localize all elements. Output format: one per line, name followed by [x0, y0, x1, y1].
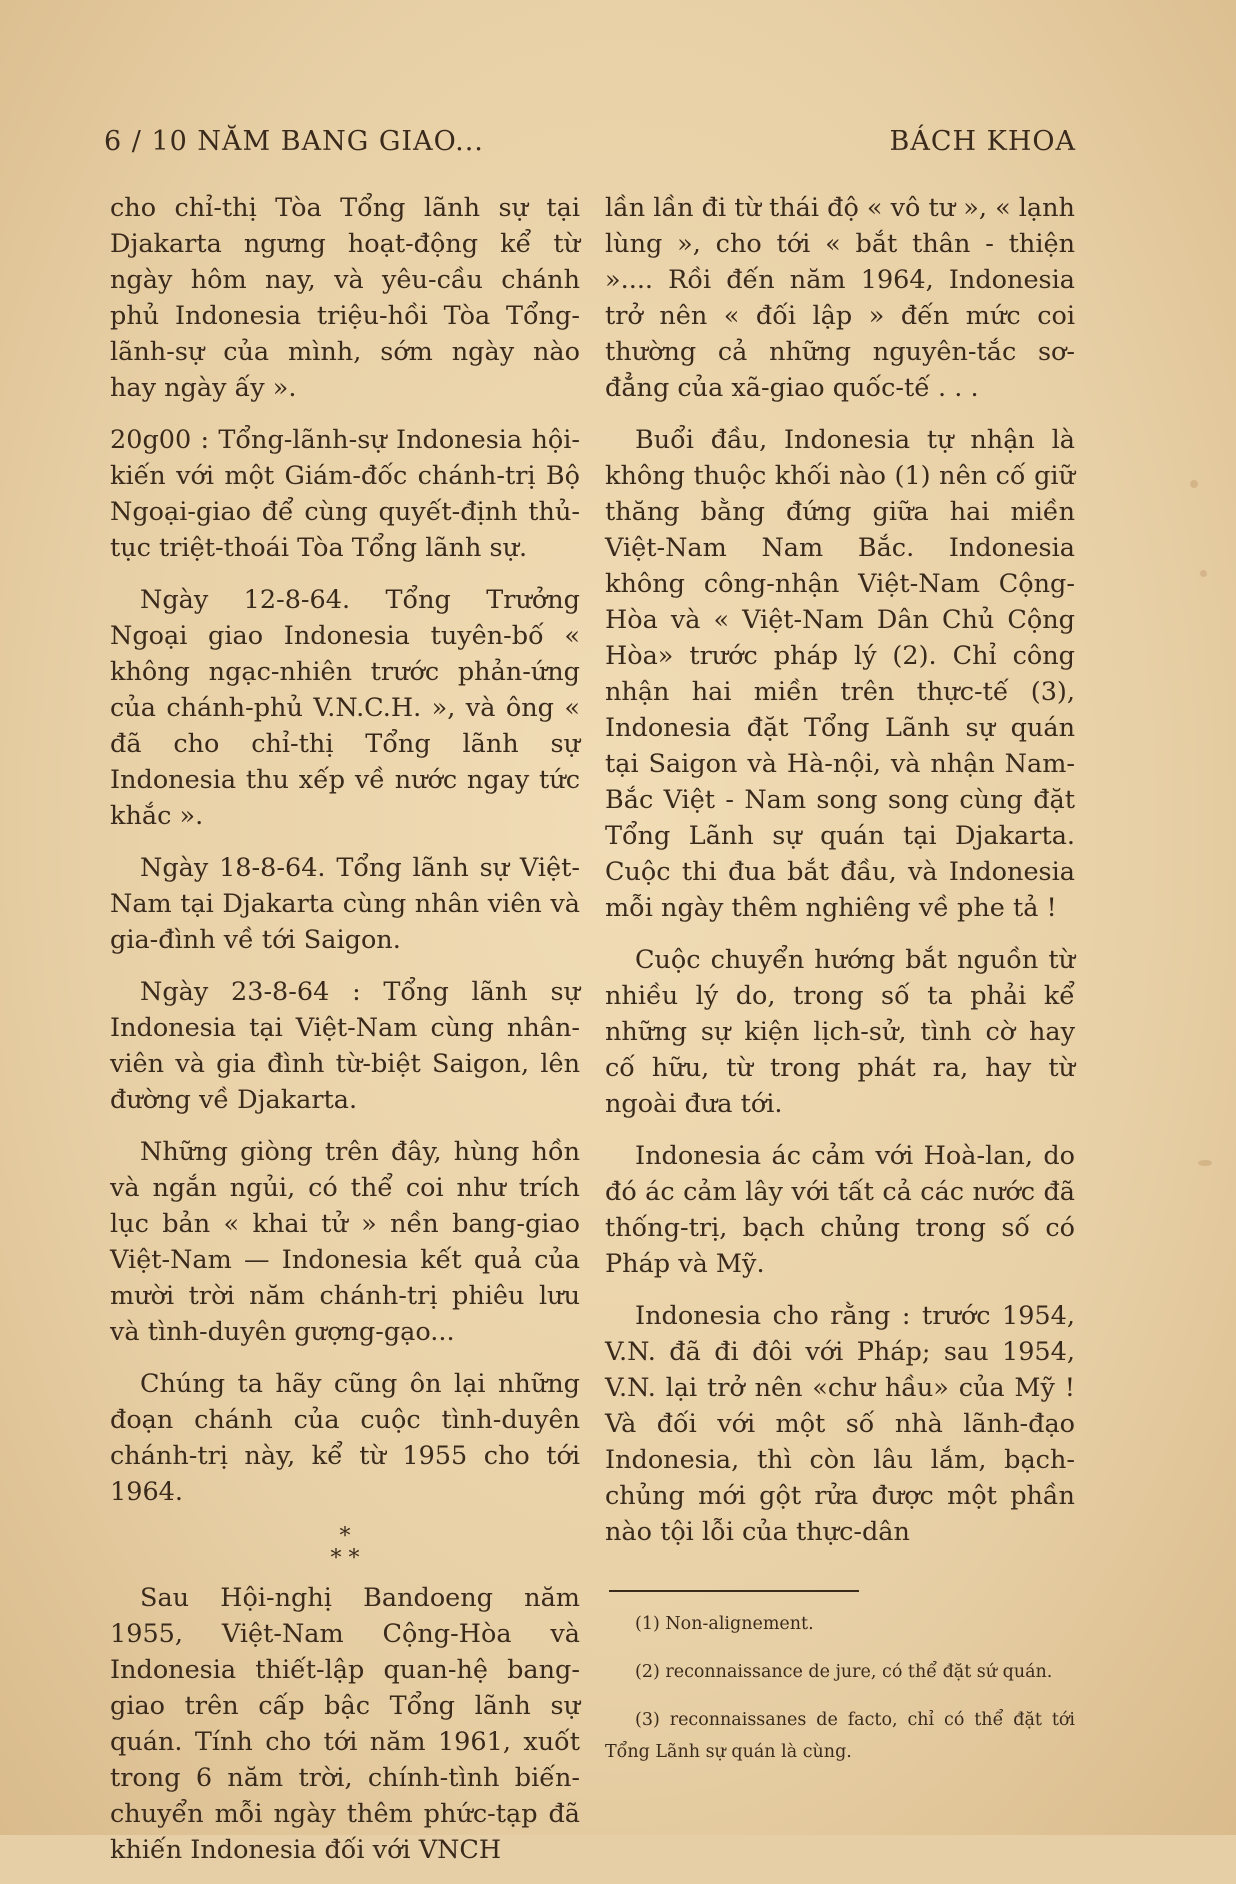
paragraph: Chúng ta hãy cũng ôn lại những đoạn chánh của cuộc tình-duyên chánh-trị này, kể từ 1955 cho tới 1964.	[110, 1369, 580, 1507]
footnote-divider	[609, 1590, 859, 1592]
paper-spot	[1190, 480, 1198, 488]
paragraph: Ngày 18-8-64. Tổng lãnh sự Việt-Nam tại Djakarta cùng nhân viên và gia-đình về tới Saigon.	[110, 853, 580, 955]
paragraph: Buổi đầu, Indonesia tự nhận là không thuộc khối nào (1) nên cố giữ thăng bằng đứng giữa hai miền Việt-Nam Nam Bắc. Indonesia không công-nhận Việt-Nam Cộng-Hòa và « Việt-Nam Dân Chủ Cộng Hòa» trước pháp lý (2). Chỉ công nhận hai miền trên thực-tế (3), Indonesia đặt Tổng Lãnh sự quán tại Saigon và Hà-nội, và nhận Nam-Bắc Việt - Nam song song cùng đặt Tổng Lãnh sự quán tại Djakarta. Cuộc thi đua bắt đầu, và Indonesia mỗi ngày thêm nghiêng về phe tả !	[605, 425, 1075, 923]
section-separator: * * *	[330, 1524, 360, 1571]
paragraph: lần lần đi từ thái độ « vô tư », « lạnh lùng », cho tới « bắt thân - thiện ».... Rồi đến năm 1964, Indonesia trở nên « đối lập » đến mức coi thường cả những nguyên-tắc sơ-đẳng của xã-giao quốc-tế . . .	[605, 193, 1075, 403]
header-magazine-name: BÁCH KHOA	[889, 126, 1076, 157]
paragraph: cho chỉ-thị Tòa Tổng lãnh sự tại Djakarta ngưng hoạt-động kể từ ngày hôm nay, và yêu-cầu chánh phủ Indonesia triệu-hồi Tòa Tổng-lãnh-sự của mình, sớm ngày nào hay ngày ấy ».	[110, 193, 580, 403]
running-header	[104, 126, 1076, 157]
paragraph: 20g00 : Tổng-lãnh-sự Indonesia hội-kiến với một Giám-đốc chánh-trị Bộ Ngoại-giao để cùng quyết-định thủ-tục triệt-thoái Tòa Tổng lãnh sự.	[110, 425, 580, 563]
header-page-title: 6 / 10 NĂM BANG GIAO...	[104, 126, 484, 157]
left-column	[110, 190, 580, 1884]
paragraph: Cuộc chuyển hướng bắt nguồn từ nhiều lý do, trong số ta phải kể những sự kiện lịch-sử, tình cờ hay cố hữu, từ trong phát ra, hay từ ngoài đưa tới.	[605, 945, 1075, 1119]
paper-spot	[1198, 1160, 1212, 1166]
paragraph: Ngày 12-8-64. Tổng Trưởng Ngoại giao Indonesia tuyên-bố « không ngạc-nhiên trước phản-ứng của chánh-phủ V.N.C.H. », và ông « đã cho chỉ-thị Tổng lãnh sự Indonesia thu xếp về nước ngay tức khắc ».	[110, 585, 580, 831]
footnote: (2) reconnaissance de jure, có thể đặt sứ quán.	[635, 1662, 1053, 1682]
paragraph: Ngày 23-8-64 : Tổng lãnh sự Indonesia tại Việt-Nam cùng nhân-viên và gia đình từ-biệt Saigon, lên đường về Djakarta.	[110, 977, 580, 1115]
paragraph: Những giòng trên đây, hùng hồn và ngắn ngủi, có thể coi như trích lục bản « khai tử » nền bang-giao Việt-Nam — Indonesia kết quả của mười trời năm chánh-trị phiêu lưu và tình-duyên gượng-gạo...	[110, 1137, 580, 1347]
paragraph: Indonesia ác cảm với Hoà-lan, do đó ác cảm lây với tất cả các nước đã thống-trị, bạch chủng trong số có Pháp và Mỹ.	[605, 1141, 1075, 1279]
paragraph: Sau Hội-nghị Bandoeng năm 1955, Việt-Nam Cộng-Hòa và Indonesia thiết-lập quan-hệ bang-giao trên cấp bậc Tổng lãnh sự quán. Tính cho tới năm 1961, xuốt trong 6 năm trời, chính-tình biến-chuyển mỗi ngày thêm phức-tạp đã khiến Indonesia đối với VNCH	[110, 1583, 580, 1865]
paper-spot	[1200, 570, 1207, 577]
footnote: (3) reconnaissanes de facto, chỉ có thể đặt tới Tổng Lãnh sự quán là cùng.	[605, 1710, 1075, 1762]
right-column	[605, 190, 1075, 1784]
footnote: (1) Non-alignement.	[635, 1614, 814, 1634]
paragraph: Indonesia cho rằng : trước 1954, V.N. đã đi đôi với Pháp; sau 1954, V.N. lại trở nên «chư hầu» của Mỹ ! Và đối với một số nhà lãnh-đạo Indonesia, thì còn lâu lắm, bạch-chủng mới gột rửa được một phần nào tội lỗi của thực-dân	[605, 1301, 1075, 1547]
